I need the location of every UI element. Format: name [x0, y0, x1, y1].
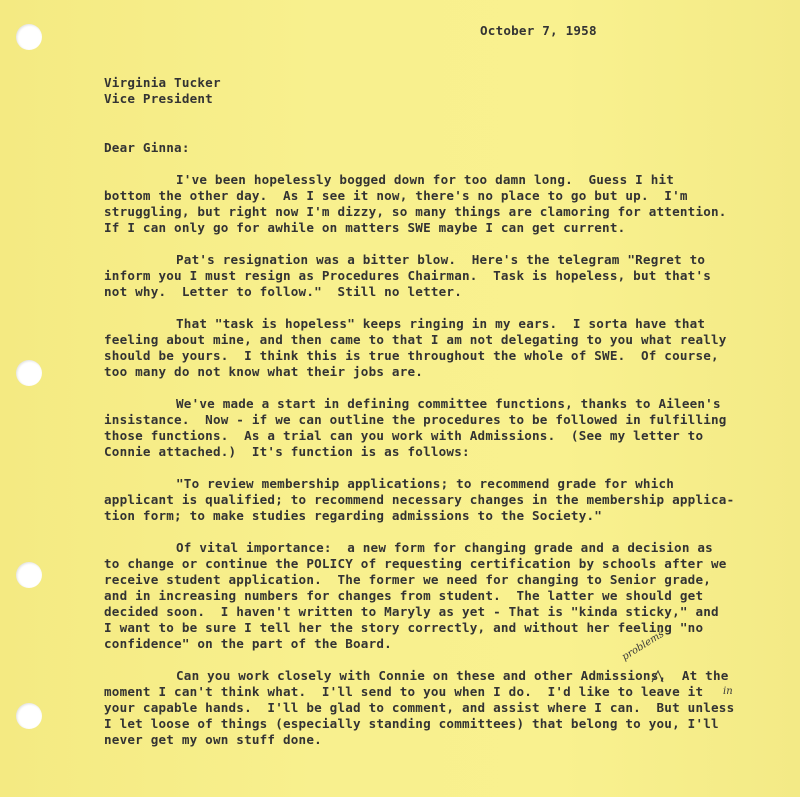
- recipient-title: Vice President: [104, 91, 213, 106]
- body-line: your capable hands. I'll be glad to comment, and assist where I can. But unless: [104, 700, 735, 715]
- body-line: We've made a start in defining committee functions, thanks to Aileen's: [176, 396, 721, 411]
- body-line: should be yours. I think this is true throughout the whole of SWE. Of course,: [104, 348, 719, 363]
- body-line: If I can only go for awhile on matters SWE maybe I can get current.: [104, 220, 626, 235]
- body-line: decided soon. I haven't written to Maryly as yet - That is "kinda sticky," and: [104, 604, 719, 619]
- body-line: and in increasing numbers for changes from student. The latter we should get: [104, 588, 704, 603]
- body-line: not why. Letter to follow." Still no letter.: [104, 284, 462, 299]
- body-line: applicant is qualified; to recommend necessary changes in the membership applica-: [104, 492, 735, 507]
- body-line: insistance. Now - if we can outline the procedures to be followed in fulfilling: [104, 412, 727, 427]
- body-line: never get my own stuff done.: [104, 732, 322, 747]
- body-line: I want to be sure I tell her the story correctly, and without her feeling "no: [104, 620, 704, 635]
- body-line: tion form; to make studies regarding admissions to the Society.": [104, 508, 603, 523]
- body-line: struggling, but right now I'm dizzy, so many things are clamoring for attention.: [104, 204, 727, 219]
- body-line: I've been hopelessly bogged down for too damn long. Guess I hit: [176, 172, 675, 187]
- body-line: confidence" on the part of the Board.: [104, 636, 392, 651]
- recipient-name: Virginia Tucker: [104, 75, 221, 90]
- body-line: Pat's resignation was a bitter blow. Here's the telegram "Regret to: [176, 252, 706, 267]
- salutation: Dear Ginna:: [104, 140, 190, 155]
- body-line: "To review membership applications; to recommend grade for which: [176, 476, 675, 491]
- body-line: bottom the other day. As I see it now, there's no place to go but up. I'm: [104, 188, 688, 203]
- handwritten-note-problems: problems: [620, 628, 667, 663]
- punch-hole: [16, 703, 42, 729]
- body-line: That "task is hopeless" keeps ringing in my ears. I sorta have that: [176, 316, 706, 331]
- body-line: Can you work closely with Connie on these and other Admissions, At the: [176, 668, 729, 683]
- punch-hole: [16, 360, 42, 386]
- body-line: receive student application. The former we need for changing to Senior grade,: [104, 572, 712, 587]
- punch-hole: [16, 24, 42, 50]
- body-line: feeling about mine, and then came to that I am not delegating to you what really: [104, 332, 727, 347]
- body-line: those functions. As a trial can you work with Admissions. (See my letter to: [104, 428, 704, 443]
- handwritten-note-in: in: [723, 686, 733, 697]
- body-line: Connie attached.) It's function is as follows:: [104, 444, 470, 459]
- insertion-mark-icon: [650, 668, 666, 684]
- punch-hole: [16, 562, 42, 588]
- body-line: inform you I must resign as Procedures Chairman. Task is hopeless, but that's: [104, 268, 712, 283]
- body-line: moment I can't think what. I'll send to you when I do. I'd like to leave it: [104, 684, 704, 699]
- body-line: too many do not know what their jobs are.: [104, 364, 424, 379]
- letter-date: October 7, 1958: [480, 23, 597, 38]
- body-line: to change or continue the POLICY of requesting certification by schools after we: [104, 556, 727, 571]
- body-line: Of vital importance: a new form for changing grade and a decision as: [176, 540, 713, 555]
- body-line: I let loose of things (especially standing committees) that belong to you, I'll: [104, 716, 719, 731]
